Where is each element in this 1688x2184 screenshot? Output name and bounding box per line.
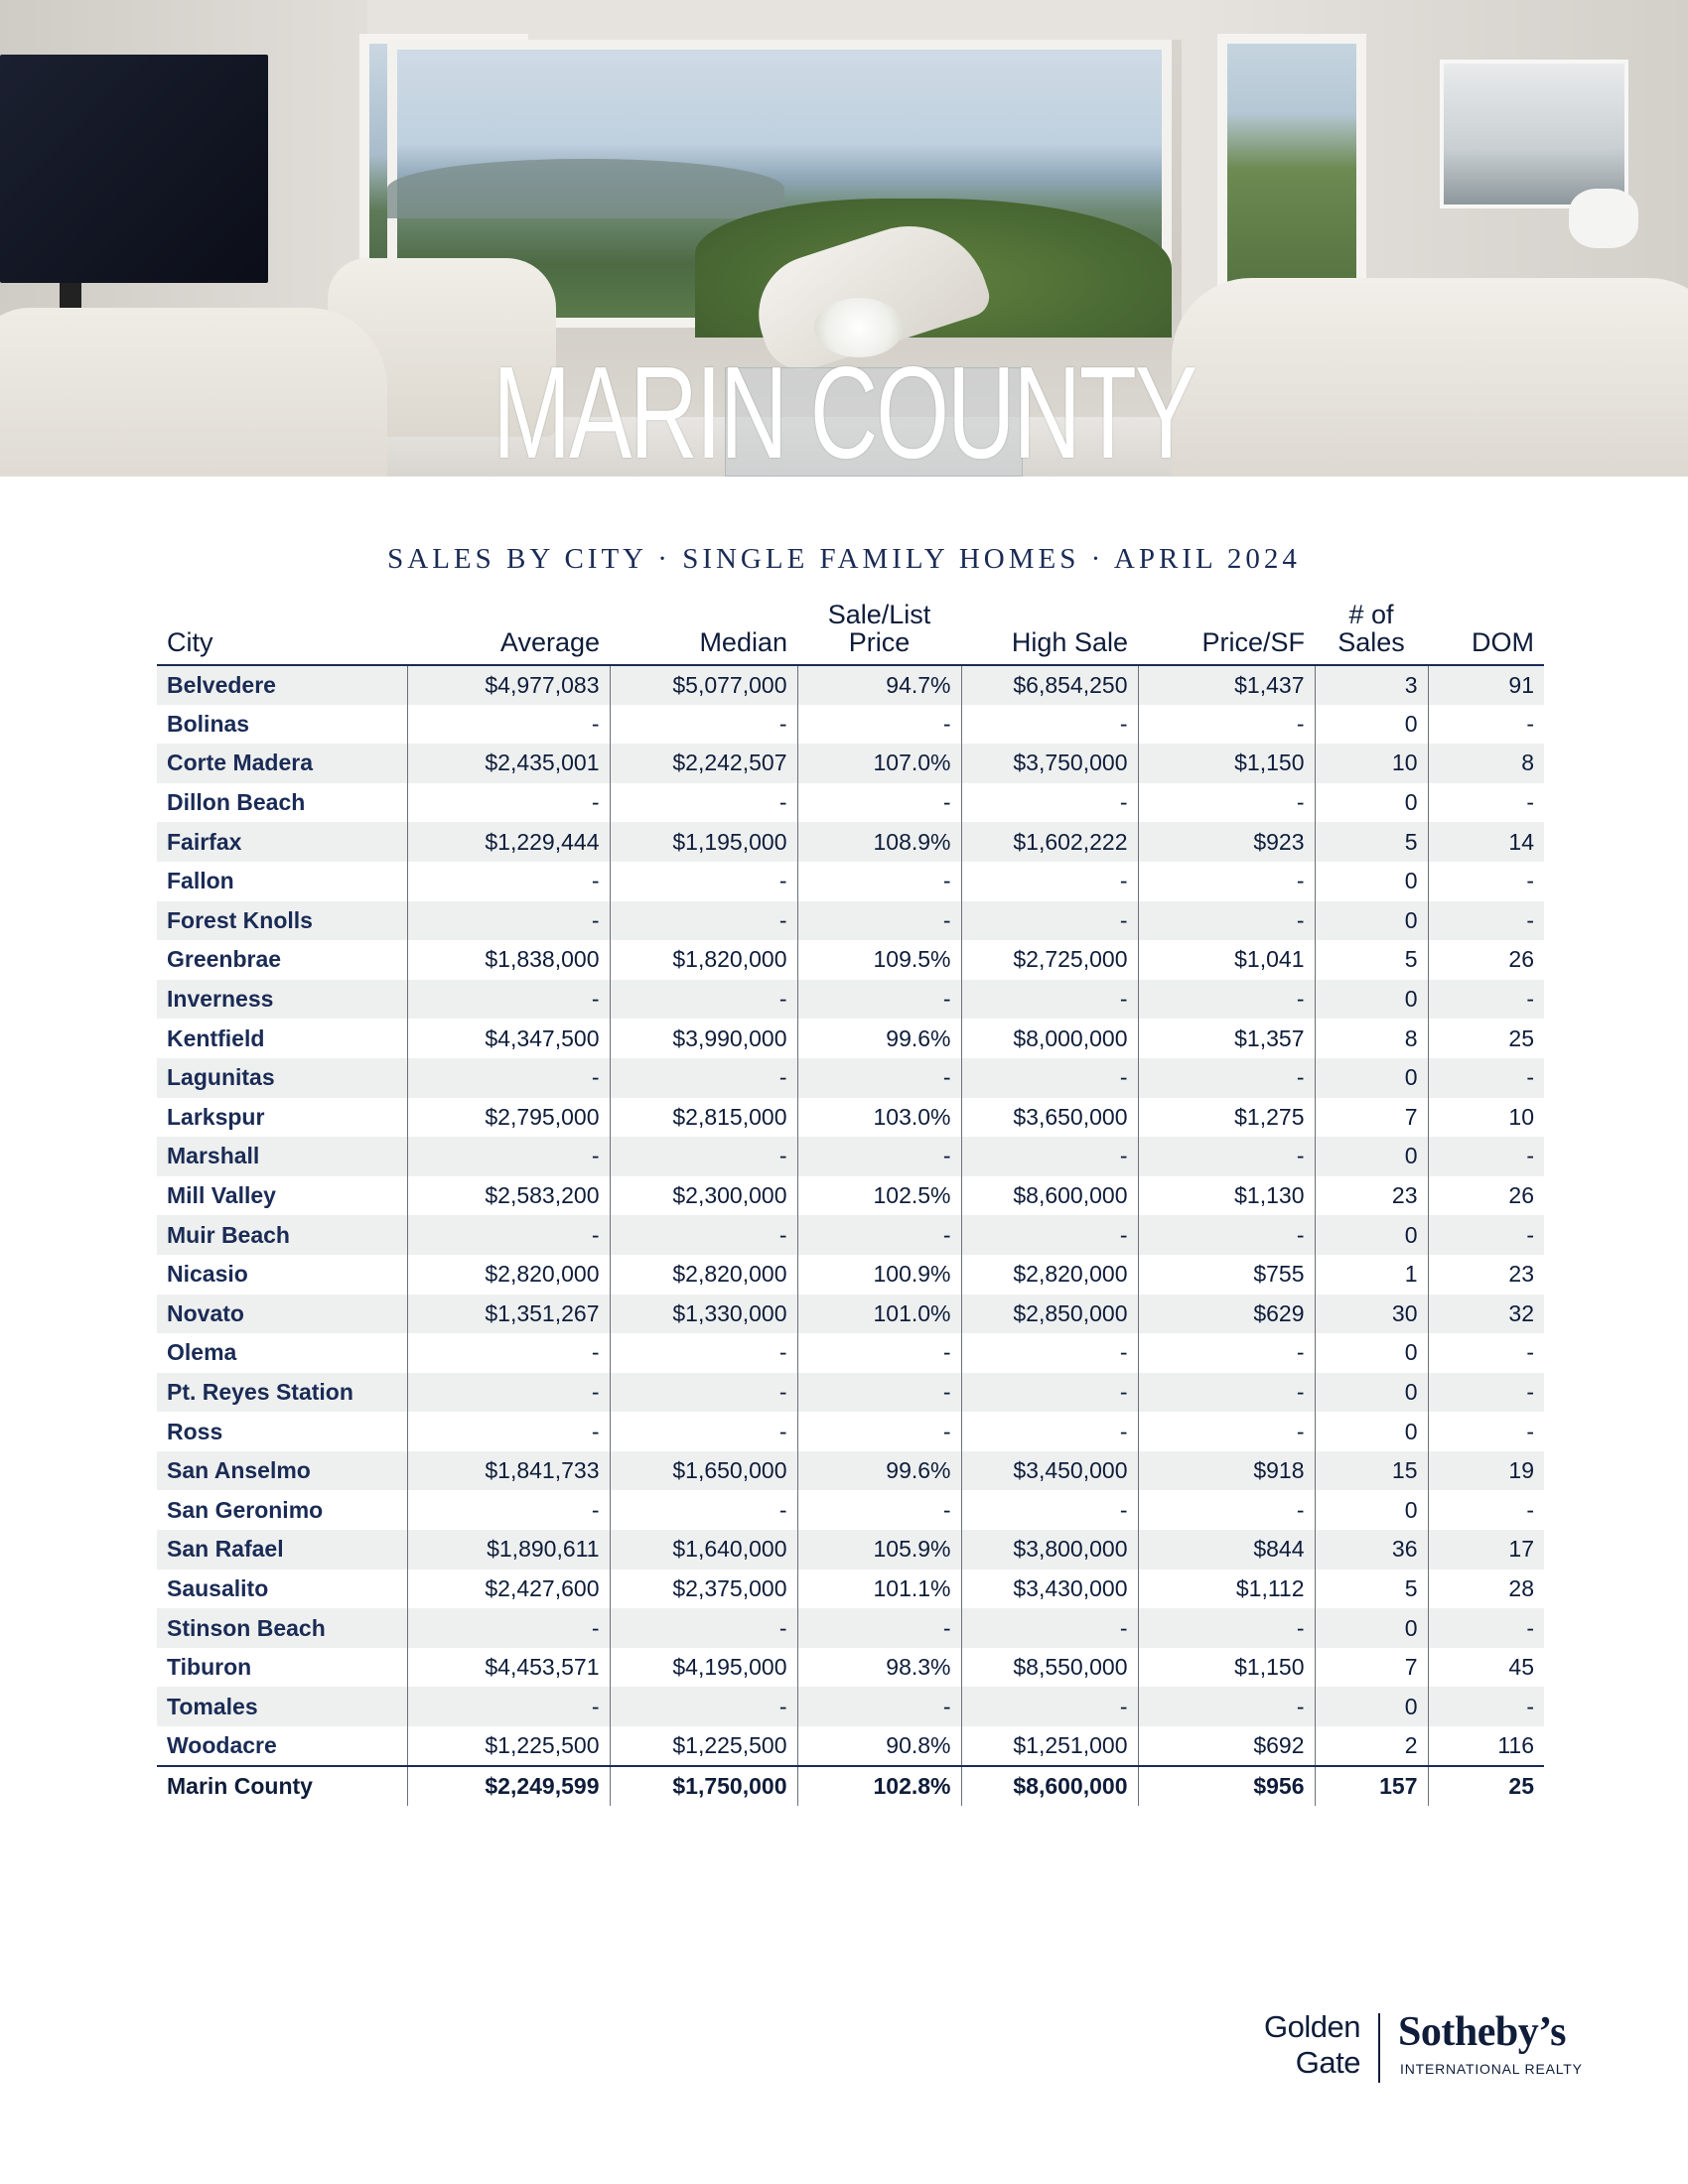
table-row <box>157 1137 1544 1176</box>
cell-dom: 25 <box>1428 1019 1544 1058</box>
cell-num-sales: 0 <box>1315 980 1428 1020</box>
cell-price-sf: $918 <box>1138 1451 1315 1491</box>
cell-dom: 116 <box>1428 1726 1544 1766</box>
cell-median: - <box>610 1687 797 1726</box>
col-header-dom: DOM <box>1472 627 1534 657</box>
cell-price-sf: - <box>1138 1490 1315 1530</box>
logo-sothebys-text: Sotheby’s <box>1398 2009 1566 2055</box>
cell-sale-list: - <box>797 1137 961 1176</box>
cell-average: - <box>407 1373 610 1413</box>
cell-sale-list: - <box>797 1490 961 1530</box>
cell-high-sale: $3,750,000 <box>961 744 1138 783</box>
cell-average: - <box>407 1608 610 1648</box>
cell-dom: 26 <box>1428 1176 1544 1216</box>
cell-dom: 10 <box>1428 1098 1544 1138</box>
cell-high-sale: $2,725,000 <box>961 940 1138 980</box>
cell-high-sale: - <box>961 901 1138 941</box>
total-row <box>157 1766 1544 1806</box>
cell-high-sale: $2,820,000 <box>961 1255 1138 1295</box>
cell-sale-list: - <box>797 1058 961 1098</box>
cell-median: $1,640,000 <box>610 1530 797 1570</box>
cell-price-sf: - <box>1138 1373 1315 1413</box>
cell-price-sf: - <box>1138 1333 1315 1373</box>
cell-num-sales: 0 <box>1315 1373 1428 1413</box>
cell-sale-list: - <box>797 1333 961 1373</box>
cell-average: - <box>407 1333 610 1373</box>
cell-num-sales: 0 <box>1315 1687 1428 1726</box>
total-num-sales: 157 <box>1315 1766 1428 1806</box>
cell-city: Bolinas <box>157 705 407 745</box>
table-row <box>157 1019 1544 1058</box>
cell-median: - <box>610 1215 797 1255</box>
cell-sale-list: 100.9% <box>797 1255 961 1295</box>
cell-num-sales: 1 <box>1315 1255 1428 1295</box>
cell-average: $2,795,000 <box>407 1098 610 1138</box>
photo-distant-hills <box>387 159 784 218</box>
table-row <box>157 822 1544 862</box>
cell-num-sales: 15 <box>1315 1451 1428 1491</box>
cell-high-sale: $8,550,000 <box>961 1648 1138 1688</box>
cell-median: $1,650,000 <box>610 1451 797 1491</box>
cell-dom: 32 <box>1428 1295 1544 1334</box>
cell-price-sf: $1,130 <box>1138 1176 1315 1216</box>
logo-gate-text: Gate <box>1295 2045 1360 2080</box>
table-row <box>157 1058 1544 1098</box>
logo-golden-gate <box>1251 2009 1360 2081</box>
cell-high-sale: - <box>961 1058 1138 1098</box>
cell-num-sales: 0 <box>1315 901 1428 941</box>
table-row <box>157 980 1544 1020</box>
cell-median: $3,990,000 <box>610 1019 797 1058</box>
table-row <box>157 940 1544 980</box>
table-header-row <box>157 601 1544 665</box>
col-header-sale-list-line1: Sale/List <box>827 600 931 629</box>
cell-high-sale: - <box>961 1137 1138 1176</box>
total-price-sf: $956 <box>1138 1766 1315 1806</box>
cell-median: $2,820,000 <box>610 1255 797 1295</box>
cell-dom: - <box>1428 783 1544 823</box>
col-header-sale-list-line2: Price <box>848 627 911 657</box>
cell-median: - <box>610 1373 797 1413</box>
logo-golden-text: Golden <box>1264 2009 1360 2044</box>
cell-average: $4,977,083 <box>407 665 610 705</box>
cell-sale-list: 99.6% <box>797 1451 961 1491</box>
logo-tagline: INTERNATIONAL REALTY <box>1400 2061 1583 2077</box>
table-row <box>157 1295 1544 1334</box>
cell-dom: 91 <box>1428 665 1544 705</box>
cell-num-sales: 0 <box>1315 1137 1428 1176</box>
cell-city: Tomales <box>157 1687 407 1726</box>
cell-high-sale: - <box>961 862 1138 901</box>
cell-sale-list: 109.5% <box>797 940 961 980</box>
cell-num-sales: 0 <box>1315 783 1428 823</box>
cell-city: Inverness <box>157 980 407 1020</box>
cell-high-sale: - <box>961 1333 1138 1373</box>
total-median: $1,750,000 <box>610 1766 797 1806</box>
cell-price-sf: - <box>1138 980 1315 1020</box>
cell-average: - <box>407 1687 610 1726</box>
table-row <box>157 1215 1544 1255</box>
cell-average: - <box>407 1490 610 1530</box>
cell-average: - <box>407 1137 610 1176</box>
cell-sale-list: - <box>797 1412 961 1451</box>
cell-median: $1,225,500 <box>610 1726 797 1766</box>
cell-dom: - <box>1428 1687 1544 1726</box>
cell-city: Dillon Beach <box>157 783 407 823</box>
cell-dom: - <box>1428 862 1544 901</box>
col-header-num-sales <box>1315 601 1428 665</box>
cell-num-sales: 0 <box>1315 1058 1428 1098</box>
hero-photo <box>0 0 1688 477</box>
cell-num-sales: 7 <box>1315 1648 1428 1688</box>
cell-average: $1,841,733 <box>407 1451 610 1491</box>
logo-divider <box>1378 2013 1380 2083</box>
cell-sale-list: 107.0% <box>797 744 961 783</box>
table-row <box>157 744 1544 783</box>
cell-high-sale: $8,600,000 <box>961 1176 1138 1216</box>
cell-price-sf: - <box>1138 1412 1315 1451</box>
cell-median: $1,195,000 <box>610 822 797 862</box>
table-row <box>157 1373 1544 1413</box>
cell-average: - <box>407 862 610 901</box>
cell-median: - <box>610 862 797 901</box>
cell-num-sales: 0 <box>1315 1412 1428 1451</box>
cell-num-sales: 10 <box>1315 744 1428 783</box>
cell-price-sf: - <box>1138 1058 1315 1098</box>
cell-high-sale: - <box>961 783 1138 823</box>
cell-dom: 45 <box>1428 1648 1544 1688</box>
cell-city: Corte Madera <box>157 744 407 783</box>
cell-dom: - <box>1428 1333 1544 1373</box>
cell-average: - <box>407 1215 610 1255</box>
cell-num-sales: 0 <box>1315 1333 1428 1373</box>
cell-num-sales: 8 <box>1315 1019 1428 1058</box>
cell-dom: 17 <box>1428 1530 1544 1570</box>
cell-city: Fairfax <box>157 822 407 862</box>
table-row <box>157 705 1544 745</box>
cell-sale-list: 99.6% <box>797 1019 961 1058</box>
cell-dom: - <box>1428 980 1544 1020</box>
cell-sale-list: 108.9% <box>797 822 961 862</box>
cell-high-sale: - <box>961 705 1138 745</box>
cell-dom: - <box>1428 1058 1544 1098</box>
cell-average: $1,890,611 <box>407 1530 610 1570</box>
col-header-average: Average <box>499 627 600 657</box>
cell-price-sf: $1,150 <box>1138 1648 1315 1688</box>
cell-high-sale: $3,800,000 <box>961 1530 1138 1570</box>
cell-price-sf: - <box>1138 1608 1315 1648</box>
cell-median: - <box>610 1608 797 1648</box>
cell-city: Belvedere <box>157 665 407 705</box>
cell-sale-list: - <box>797 1215 961 1255</box>
report-subtitle: SALES BY CITY · SINGLE FAMILY HOMES · APRIL 2024 <box>387 543 1301 575</box>
cell-num-sales: 7 <box>1315 1098 1428 1138</box>
table-row <box>157 1648 1544 1688</box>
cell-sale-list: 105.9% <box>797 1530 961 1570</box>
table-row <box>157 1451 1544 1491</box>
cell-high-sale: - <box>961 1373 1138 1413</box>
cell-price-sf: $692 <box>1138 1726 1315 1766</box>
cell-median: $2,300,000 <box>610 1176 797 1216</box>
cell-city: San Geronimo <box>157 1490 407 1530</box>
cell-price-sf: - <box>1138 862 1315 901</box>
cell-price-sf: $844 <box>1138 1530 1315 1570</box>
cell-median: - <box>610 1490 797 1530</box>
cell-city: Sausalito <box>157 1570 407 1609</box>
cell-dom: 26 <box>1428 940 1544 980</box>
cell-dom: 14 <box>1428 822 1544 862</box>
table-row <box>157 1530 1544 1570</box>
cell-sale-list: - <box>797 862 961 901</box>
cell-price-sf: - <box>1138 1137 1315 1176</box>
total-sale-list: 102.8% <box>797 1766 961 1806</box>
cell-city: Muir Beach <box>157 1215 407 1255</box>
photo-wall-art <box>1440 60 1628 208</box>
cell-median: $2,375,000 <box>610 1570 797 1609</box>
cell-average: $2,427,600 <box>407 1570 610 1609</box>
cell-city: Nicasio <box>157 1255 407 1295</box>
cell-high-sale: - <box>961 1215 1138 1255</box>
cell-median: - <box>610 705 797 745</box>
cell-dom: - <box>1428 1373 1544 1413</box>
cell-sale-list: 102.5% <box>797 1176 961 1216</box>
sales-by-city-table <box>157 601 1544 1806</box>
cell-dom: - <box>1428 1137 1544 1176</box>
cell-median: $5,077,000 <box>610 665 797 705</box>
cell-price-sf: - <box>1138 783 1315 823</box>
cell-price-sf: $1,357 <box>1138 1019 1315 1058</box>
brand-logo <box>1251 2005 1589 2085</box>
cell-city: Pt. Reyes Station <box>157 1373 407 1413</box>
cell-city: Tiburon <box>157 1648 407 1688</box>
cell-high-sale: - <box>961 980 1138 1020</box>
cell-city: Larkspur <box>157 1098 407 1138</box>
cell-dom: - <box>1428 1215 1544 1255</box>
cell-average: $1,351,267 <box>407 1295 610 1334</box>
cell-median: - <box>610 1333 797 1373</box>
cell-num-sales: 5 <box>1315 822 1428 862</box>
cell-median: - <box>610 1412 797 1451</box>
cell-sale-list: - <box>797 980 961 1020</box>
cell-sale-list: 98.3% <box>797 1648 961 1688</box>
cell-city: Kentfield <box>157 1019 407 1058</box>
cell-dom: - <box>1428 705 1544 745</box>
cell-price-sf: $1,150 <box>1138 744 1315 783</box>
cell-city: Marshall <box>157 1137 407 1176</box>
cell-sale-list: - <box>797 901 961 941</box>
col-header-num-sales-line1: # of <box>1348 600 1394 629</box>
cell-num-sales: 0 <box>1315 1490 1428 1530</box>
cell-average: $4,347,500 <box>407 1019 610 1058</box>
cell-price-sf: $629 <box>1138 1295 1315 1334</box>
cell-sale-list: - <box>797 1608 961 1648</box>
cell-sale-list: 103.0% <box>797 1098 961 1138</box>
col-header-median: Median <box>699 627 787 657</box>
cell-price-sf: - <box>1138 1215 1315 1255</box>
cell-high-sale: $1,251,000 <box>961 1726 1138 1766</box>
cell-average: $2,435,001 <box>407 744 610 783</box>
cell-city: San Anselmo <box>157 1451 407 1491</box>
cell-high-sale: $3,650,000 <box>961 1098 1138 1138</box>
cell-average: $1,838,000 <box>407 940 610 980</box>
cell-dom: - <box>1428 1490 1544 1530</box>
cell-sale-list: 101.1% <box>797 1570 961 1609</box>
cell-city: Mill Valley <box>157 1176 407 1216</box>
table-row <box>157 1726 1544 1766</box>
cell-sale-list: 101.0% <box>797 1295 961 1334</box>
cell-price-sf: $1,112 <box>1138 1570 1315 1609</box>
table-row <box>157 1608 1544 1648</box>
cell-city: Greenbrae <box>157 940 407 980</box>
cell-sale-list: - <box>797 705 961 745</box>
table-row <box>157 1490 1544 1530</box>
cell-city: San Rafael <box>157 1530 407 1570</box>
cell-dom: 8 <box>1428 744 1544 783</box>
cell-city: Novato <box>157 1295 407 1334</box>
table-row <box>157 783 1544 823</box>
cell-num-sales: 0 <box>1315 1608 1428 1648</box>
cell-average: - <box>407 783 610 823</box>
cell-high-sale: $3,450,000 <box>961 1451 1138 1491</box>
total-dom: 25 <box>1428 1766 1544 1806</box>
cell-median: - <box>610 1137 797 1176</box>
cell-median: $2,815,000 <box>610 1098 797 1138</box>
col-header-sale-list <box>797 601 961 665</box>
cell-median: - <box>610 1058 797 1098</box>
cell-dom: - <box>1428 1608 1544 1648</box>
cell-price-sf: $1,275 <box>1138 1098 1315 1138</box>
cell-price-sf: - <box>1138 705 1315 745</box>
cell-dom: 23 <box>1428 1255 1544 1295</box>
table-row <box>157 901 1544 941</box>
cell-average: - <box>407 980 610 1020</box>
cell-num-sales: 3 <box>1315 665 1428 705</box>
cell-median: $4,195,000 <box>610 1648 797 1688</box>
cell-average: - <box>407 901 610 941</box>
cell-average: - <box>407 705 610 745</box>
cell-city: Lagunitas <box>157 1058 407 1098</box>
cell-city: Forest Knolls <box>157 901 407 941</box>
cell-city: Ross <box>157 1412 407 1451</box>
cell-price-sf: $755 <box>1138 1255 1315 1295</box>
cell-average: $4,453,571 <box>407 1648 610 1688</box>
cell-sale-list: - <box>797 783 961 823</box>
cell-average: $2,583,200 <box>407 1176 610 1216</box>
photo-television <box>0 55 268 283</box>
cell-dom: - <box>1428 901 1544 941</box>
cell-price-sf: - <box>1138 901 1315 941</box>
cell-high-sale: $3,430,000 <box>961 1570 1138 1609</box>
cell-dom: 19 <box>1428 1451 1544 1491</box>
cell-average: - <box>407 1412 610 1451</box>
cell-average: $1,225,500 <box>407 1726 610 1766</box>
cell-num-sales: 36 <box>1315 1530 1428 1570</box>
table-row <box>157 1176 1544 1216</box>
table-row <box>157 1687 1544 1726</box>
cell-high-sale: $1,602,222 <box>961 822 1138 862</box>
cell-median: $1,820,000 <box>610 940 797 980</box>
cell-sale-list: - <box>797 1687 961 1726</box>
table-row <box>157 665 1544 705</box>
cell-average: $2,820,000 <box>407 1255 610 1295</box>
sales-table-container <box>157 601 1544 1806</box>
cell-high-sale: $2,850,000 <box>961 1295 1138 1334</box>
cell-city: Olema <box>157 1333 407 1373</box>
cell-num-sales: 2 <box>1315 1726 1428 1766</box>
cell-num-sales: 0 <box>1315 862 1428 901</box>
cell-high-sale: - <box>961 1608 1138 1648</box>
cell-average: - <box>407 1058 610 1098</box>
cell-price-sf: $1,437 <box>1138 665 1315 705</box>
cell-num-sales: 0 <box>1315 1215 1428 1255</box>
cell-num-sales: 30 <box>1315 1295 1428 1334</box>
cell-num-sales: 0 <box>1315 705 1428 745</box>
col-header-num-sales-line2: Sales <box>1337 627 1405 657</box>
total-average: $2,249,599 <box>407 1766 610 1806</box>
table-row <box>157 1255 1544 1295</box>
cell-dom: 28 <box>1428 1570 1544 1609</box>
cell-median: - <box>610 980 797 1020</box>
photo-vase <box>1569 189 1638 248</box>
cell-city: Fallon <box>157 862 407 901</box>
cell-high-sale: - <box>961 1687 1138 1726</box>
col-header-high-sale: High Sale <box>1011 627 1128 657</box>
cell-num-sales: 5 <box>1315 1570 1428 1609</box>
cell-high-sale: - <box>961 1412 1138 1451</box>
cell-high-sale: $6,854,250 <box>961 665 1138 705</box>
table-row <box>157 1412 1544 1451</box>
cell-city: Woodacre <box>157 1726 407 1766</box>
cell-median: - <box>610 901 797 941</box>
cell-num-sales: 23 <box>1315 1176 1428 1216</box>
cell-sale-list: 90.8% <box>797 1726 961 1766</box>
total-high-sale: $8,600,000 <box>961 1766 1138 1806</box>
table-row <box>157 1570 1544 1609</box>
cell-price-sf: - <box>1138 1687 1315 1726</box>
table-row <box>157 862 1544 901</box>
cell-sale-list: - <box>797 1373 961 1413</box>
cell-average: $1,229,444 <box>407 822 610 862</box>
cell-median: $2,242,507 <box>610 744 797 783</box>
table-row <box>157 1098 1544 1138</box>
cell-price-sf: $1,041 <box>1138 940 1315 980</box>
table-body <box>157 665 1544 1766</box>
cell-price-sf: $923 <box>1138 822 1315 862</box>
page-title: MARIN COUNTY <box>492 340 1196 477</box>
cell-high-sale: $8,000,000 <box>961 1019 1138 1058</box>
col-header-city: City <box>167 627 213 657</box>
cell-median: - <box>610 783 797 823</box>
col-header-price-sf: Price/SF <box>1201 627 1305 657</box>
cell-high-sale: - <box>961 1490 1138 1530</box>
total-city: Marin County <box>167 1772 313 1799</box>
cell-sale-list: 94.7% <box>797 665 961 705</box>
table-row <box>157 1333 1544 1373</box>
cell-dom: - <box>1428 1412 1544 1451</box>
cell-num-sales: 5 <box>1315 940 1428 980</box>
cell-city: Stinson Beach <box>157 1608 407 1648</box>
cell-median: $1,330,000 <box>610 1295 797 1334</box>
